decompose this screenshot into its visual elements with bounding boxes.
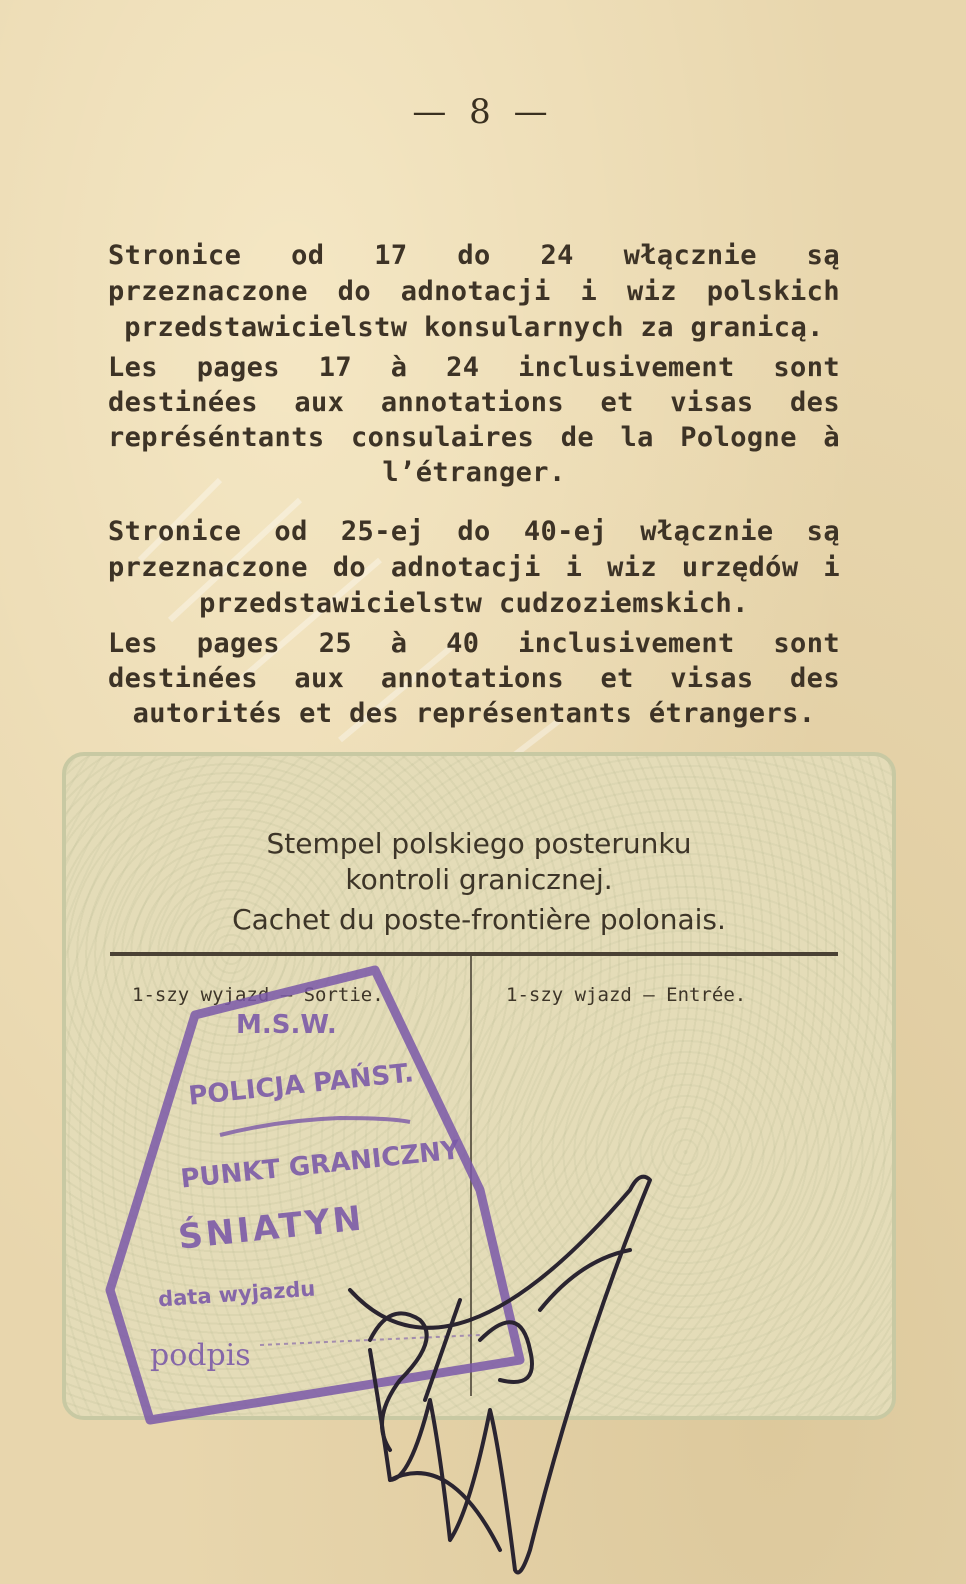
- entry-column-label: 1-szy wjazd — Entrée.: [506, 984, 747, 1006]
- stamp-line-police: POLICJA PAŃST.: [187, 1058, 416, 1112]
- paragraph-polish-consular: Stronice od 17 do 24 włącznie są przeznaczone do adnotacji i wiz polskich przedstawicielstw konsularnych za granicą.: [108, 240, 840, 343]
- stamp-box-rule: [110, 952, 838, 956]
- paragraph-french-consular: Les pages 17 à 24 inclusivement sont destinées aux annotations et visas des représéntants consulaires de la Pologne à l’étranger.: [108, 352, 840, 488]
- stamp-line-border-point: PUNKT GRANICZNY: [179, 1135, 462, 1195]
- stamp-line-signature-label: podpis: [150, 1338, 251, 1373]
- paragraph-polish-foreign: Stronice od 25-ej do 40-ej włącznie są przeznaczone do adnotacji i wiz urzędów i przedstawicielstw cudzoziemskich.: [108, 516, 840, 619]
- stamp-box-title-polish: Stempel polskiego posterunku kontroli granicznej.: [266, 827, 692, 896]
- stamp-line-town: ŚNIATYN: [176, 1198, 367, 1258]
- exit-column-label: 1-szy wyjazd — Sortie.: [132, 984, 384, 1006]
- handwritten-signature: [330, 1150, 670, 1580]
- stamp-line-exit-date: data wyjazdu: [157, 1276, 317, 1312]
- stamp-line-msw: M.S.W.: [236, 1010, 337, 1040]
- stamp-box-title-french: Cachet du poste-frontière polonais.: [232, 903, 726, 936]
- page-number: — 8 —: [412, 92, 554, 132]
- paragraph-french-foreign: Les pages 25 à 40 inclusivement sont destinées aux annotations et visas des autorités et des représentants étrangers.: [108, 628, 840, 729]
